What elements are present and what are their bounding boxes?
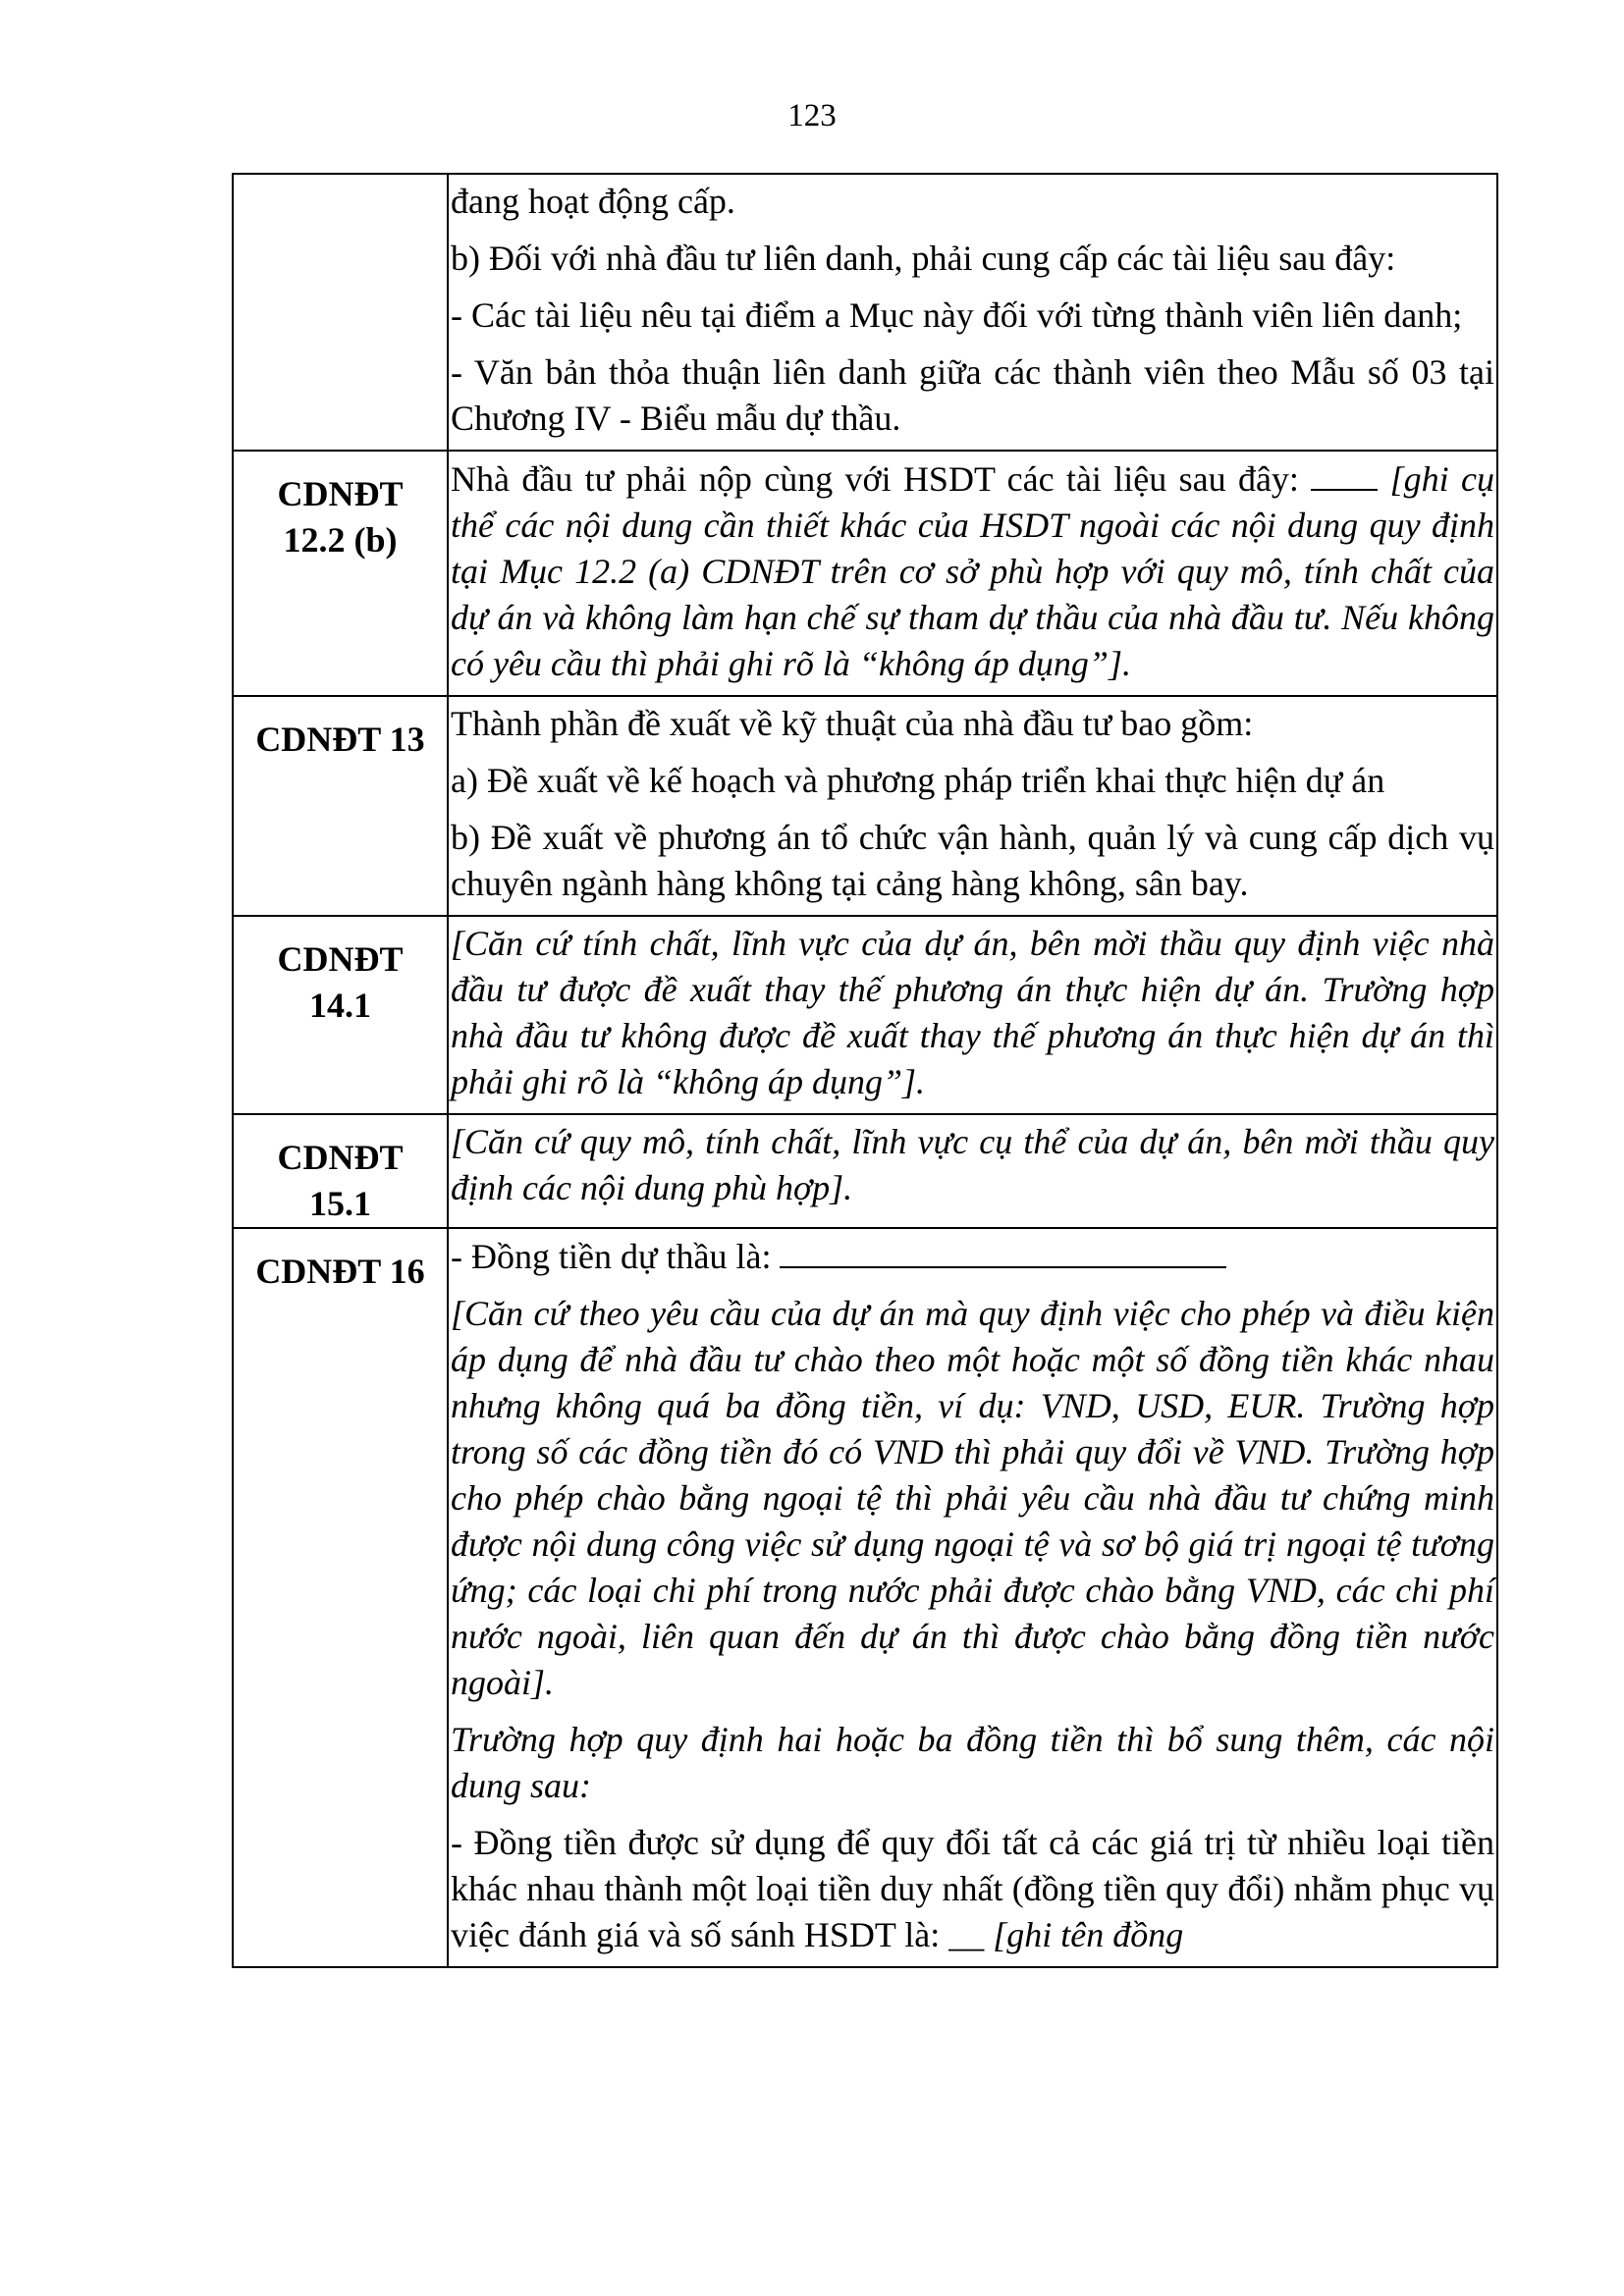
paragraph xyxy=(451,1233,1494,1280)
conversion-guide: [ghi tên đồng xyxy=(993,1915,1184,1954)
row-content-cell xyxy=(448,174,1497,451)
table-row xyxy=(233,174,1497,451)
guide-text: [Căn cứ theo yêu cầu của dự án mà quy định việc cho phép và điều kiện áp dụng để nhà đầu tư chào theo một hoặc một số đồng tiền khác nhau nhưng không quá ba đồng tiền, ví dụ: VND, USD, EUR. Trường hợp trong số các đồng tiền đó có VND thì phải quy đổi về VND. Trường hợp cho phép chào bằng ngoại tệ thì phải yêu cầu nhà đầu tư chứng minh được nội dung công việc sử dụng ngoại tệ và sơ bộ giá trị ngoại tệ tương ứng; các loại chi phí trong nước phải được chào bằng VND, các chi phí nước ngoài, liên quan đến dự án thì được chào bằng đồng tiền nước ngoài]. xyxy=(451,1294,1494,1702)
paragraph xyxy=(451,1820,1494,1958)
row-code-cell xyxy=(233,451,448,696)
paragraph: - Các tài liệu nêu tại điểm a Mục này đối với từng thành viên liên danh; xyxy=(451,295,1463,335)
currency-label: - Đồng tiền dự thầu là: xyxy=(451,1237,772,1276)
row-code-line: 14.1 xyxy=(309,986,371,1025)
row-code-cell: CDNĐT 13 xyxy=(233,696,448,916)
table-row xyxy=(233,1228,1497,1967)
guide-text: [Căn cứ quy mô, tính chất, lĩnh vực cụ thể của dự án, bên mời thầu quy định các nội dung phù hợp]. xyxy=(451,1122,1494,1207)
guide-text: Trường hợp quy định hai hoặc ba đồng tiền thì bổ sung thêm, các nội dung sau: xyxy=(451,1720,1494,1805)
paragraph: a) Đề xuất về kế hoạch và phương pháp triển khai thực hiện dự án xyxy=(451,761,1385,800)
guide-text: [Căn cứ tính chất, lĩnh vực của dự án, bên mời thầu quy định việc nhà đầu tư được đề xuất thay thế phương án thực hiện dự án. Trường hợp nhà đầu tư không được đề xuất thay thế phương án thực hiện dự án thì phải ghi rõ là “không áp dụng”]. xyxy=(451,924,1494,1101)
paragraph: Thành phần đề xuất về kỹ thuật của nhà đầu tư bao gồm: xyxy=(451,704,1254,743)
row-content-cell xyxy=(448,696,1497,916)
row-code-line: 12.2 (b) xyxy=(283,520,398,560)
row-code-line: CDNĐT xyxy=(277,939,404,979)
table-row xyxy=(233,1114,1497,1228)
fill-in-blank xyxy=(1311,455,1378,491)
row-code-cell: CDNĐT 16 xyxy=(233,1228,448,1967)
paragraph: đang hoạt động cấp. xyxy=(451,182,735,221)
guide-text: [ghi cụ thể các nội dung cần thiết khác của HSDT ngoài các nội dung quy định tại Mục 12.2 (a) CDNĐT trên cơ sở phù hợp với quy mô, tính chất của dự án và không làm hạn chế sự tham dự thầu của nhà đầu tư. Nếu không có yêu cầu thì phải ghi rõ là “không áp dụng”]. xyxy=(451,459,1494,683)
paragraph: b) Đề xuất về phương án tổ chức vận hành, quản lý và cung cấp dịch vụ chuyên ngành hàng không tại cảng hàng không, sân bay. xyxy=(451,818,1494,903)
row-code-cell xyxy=(233,916,448,1114)
row-content-cell xyxy=(448,1228,1497,1967)
page-number: 123 xyxy=(787,98,837,133)
paragraph: b) Đối với nhà đầu tư liên danh, phải cung cấp các tài liệu sau đây: xyxy=(451,239,1396,278)
row-code-line: 15.1 xyxy=(309,1184,371,1223)
row-code-line: CDNĐT xyxy=(277,1138,404,1177)
row-code-line: CDNĐT xyxy=(277,474,404,513)
row-content-cell xyxy=(448,451,1497,696)
currency-blank xyxy=(780,1233,1226,1268)
row-content-cell xyxy=(448,916,1497,1114)
table-row xyxy=(233,696,1497,916)
row-code-cell xyxy=(233,1114,448,1228)
paragraph: - Văn bản thỏa thuận liên danh giữa các thành viên theo Mẫu số 03 tại Chương IV - Biểu mẫu dự thầu. xyxy=(451,352,1494,438)
conversion-blank: __ xyxy=(948,1915,985,1954)
table-row xyxy=(233,916,1497,1114)
bid-data-sheet-table xyxy=(232,173,1498,1968)
row-code-cell xyxy=(233,174,448,451)
row-content-cell xyxy=(448,1114,1497,1228)
conversion-text: - Đồng tiền được sử dụng để quy đổi tất cả các giá trị từ nhiều loại tiền khác nhau thành một loại tiền duy nhất (đồng tiền quy đổi) nhằm phục vụ việc đánh giá và số sánh HSDT là: xyxy=(451,1823,1494,1954)
lead-text: Nhà đầu tư phải nộp cùng với HSDT các tài liệu sau đây: xyxy=(451,459,1299,499)
table-row xyxy=(233,451,1497,696)
paragraph xyxy=(451,455,1494,687)
